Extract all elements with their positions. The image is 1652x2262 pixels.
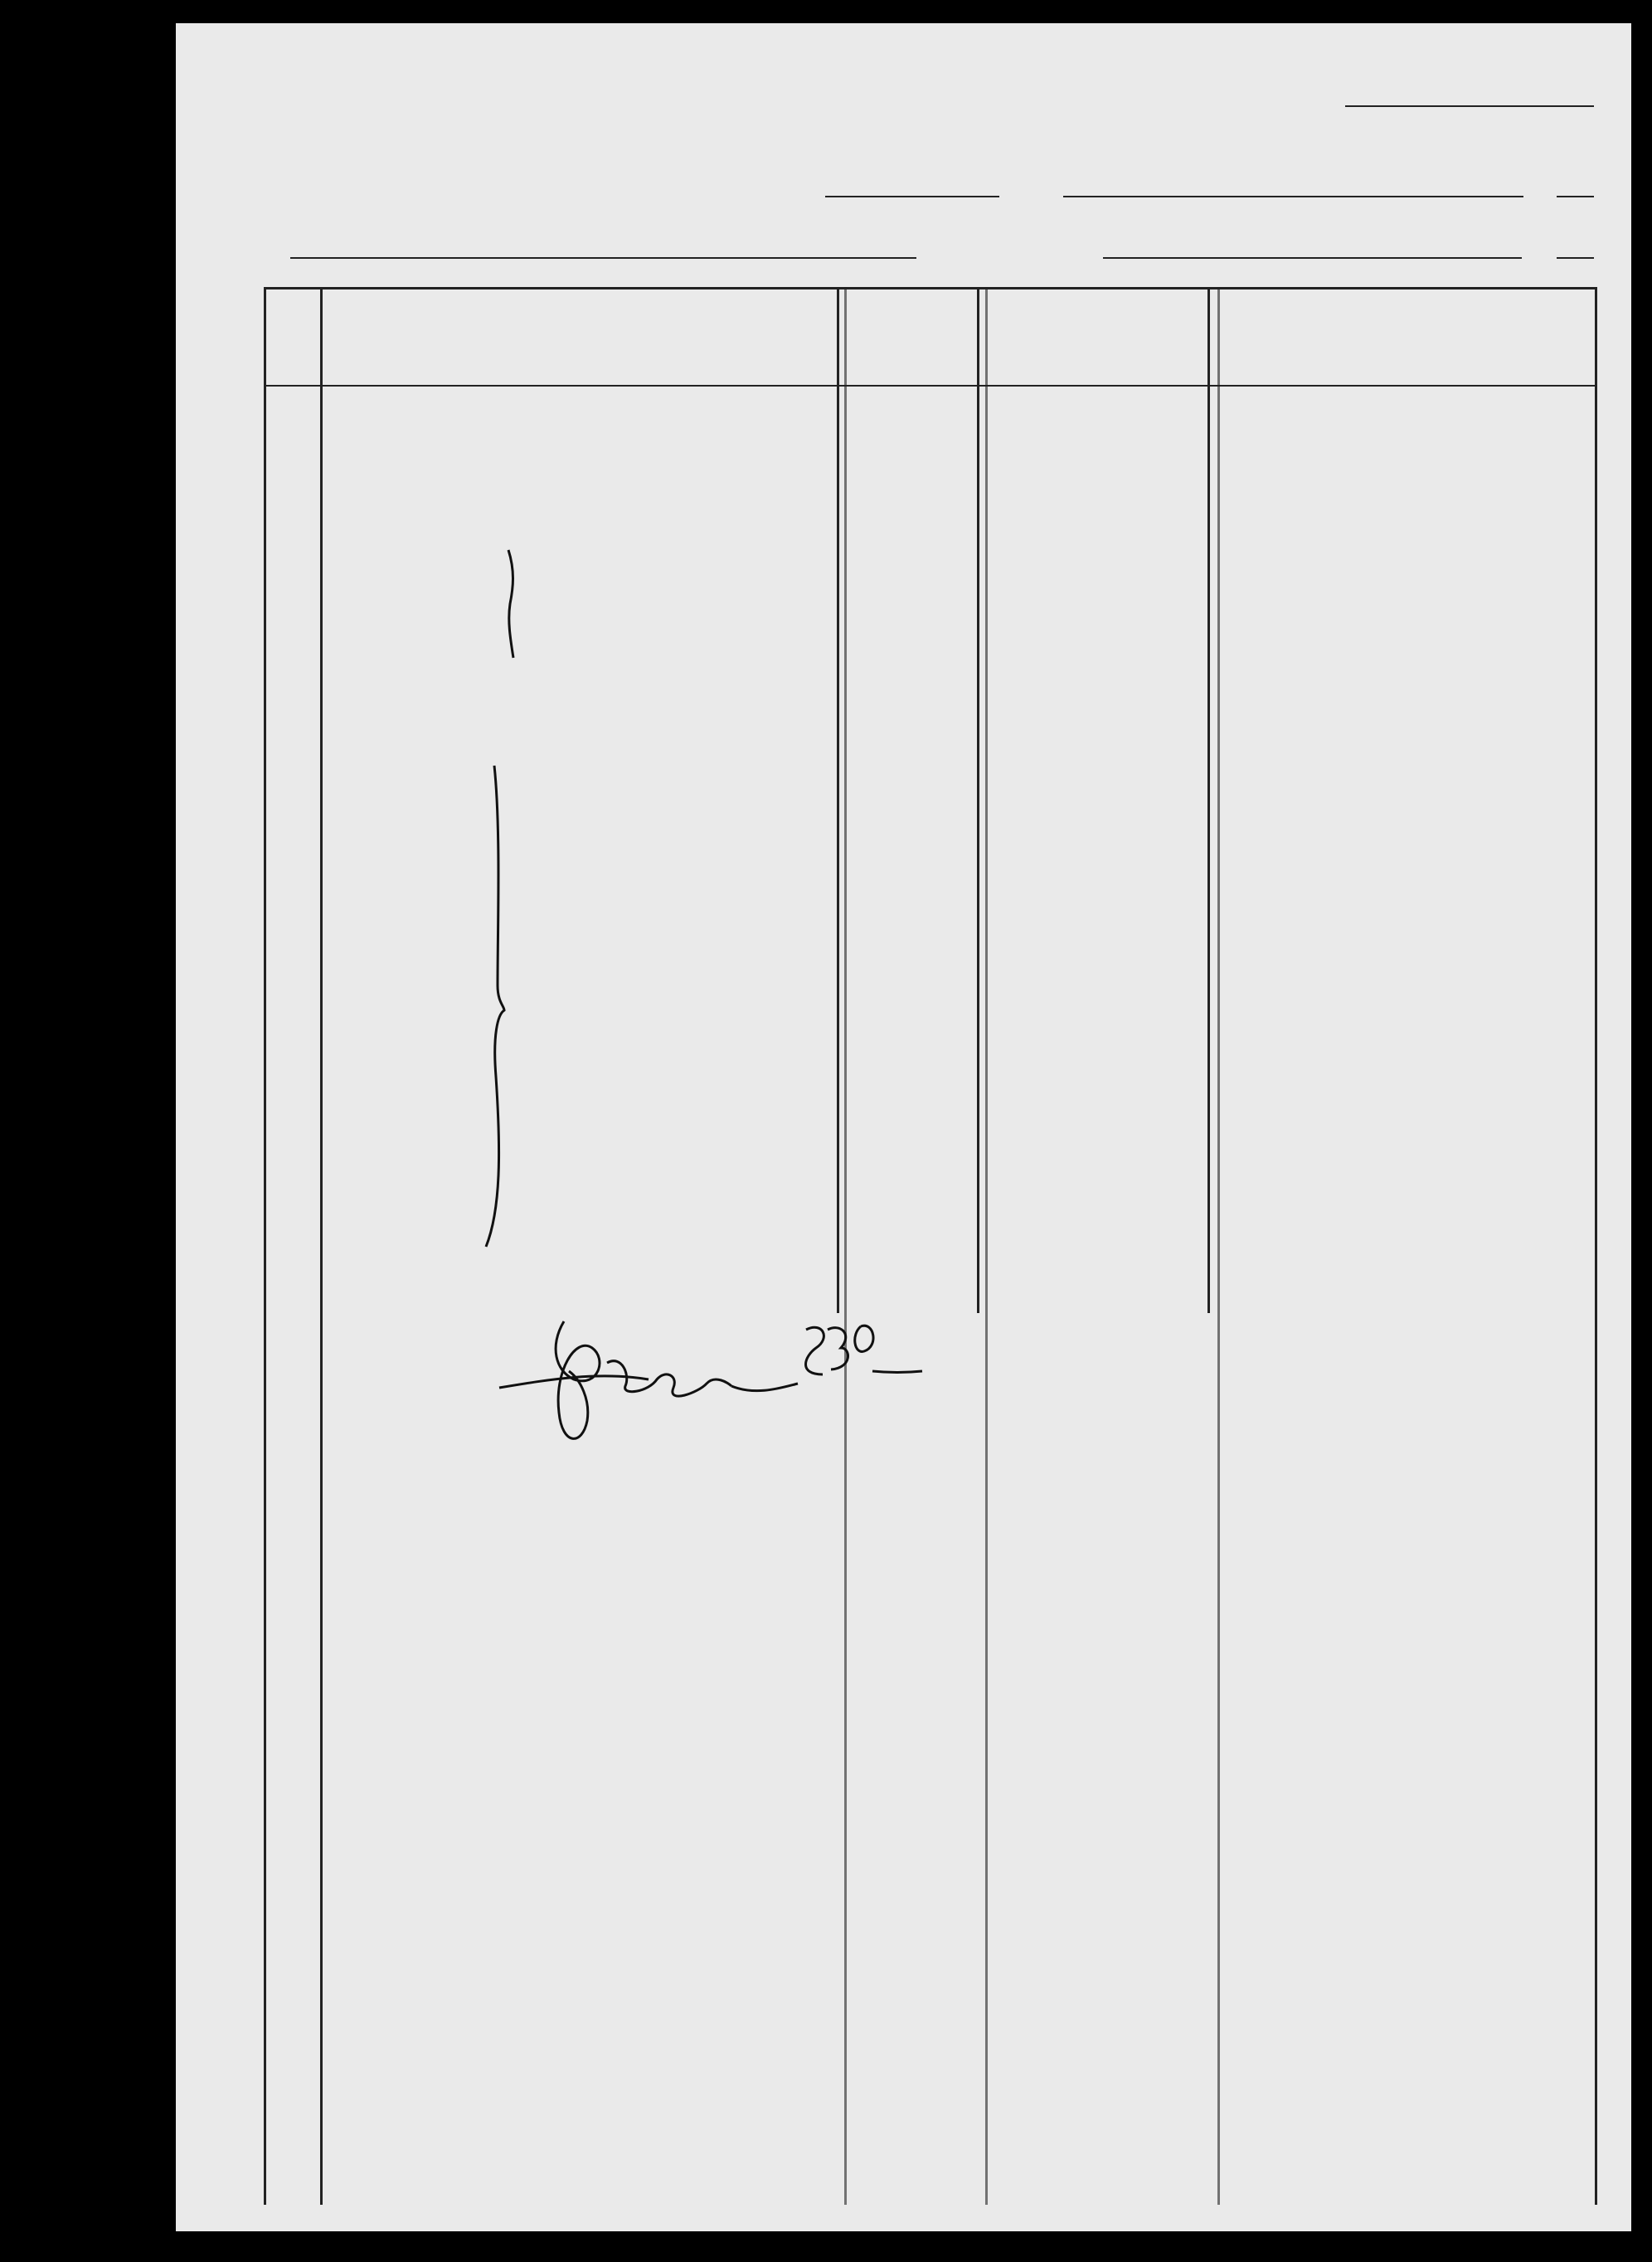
passenger-table	[264, 287, 1597, 2205]
family-bracket-galioto	[493, 546, 527, 662]
family-bracket-newbold	[476, 761, 517, 1251]
officer-signature	[483, 1296, 947, 1471]
document-page	[176, 23, 1631, 2231]
